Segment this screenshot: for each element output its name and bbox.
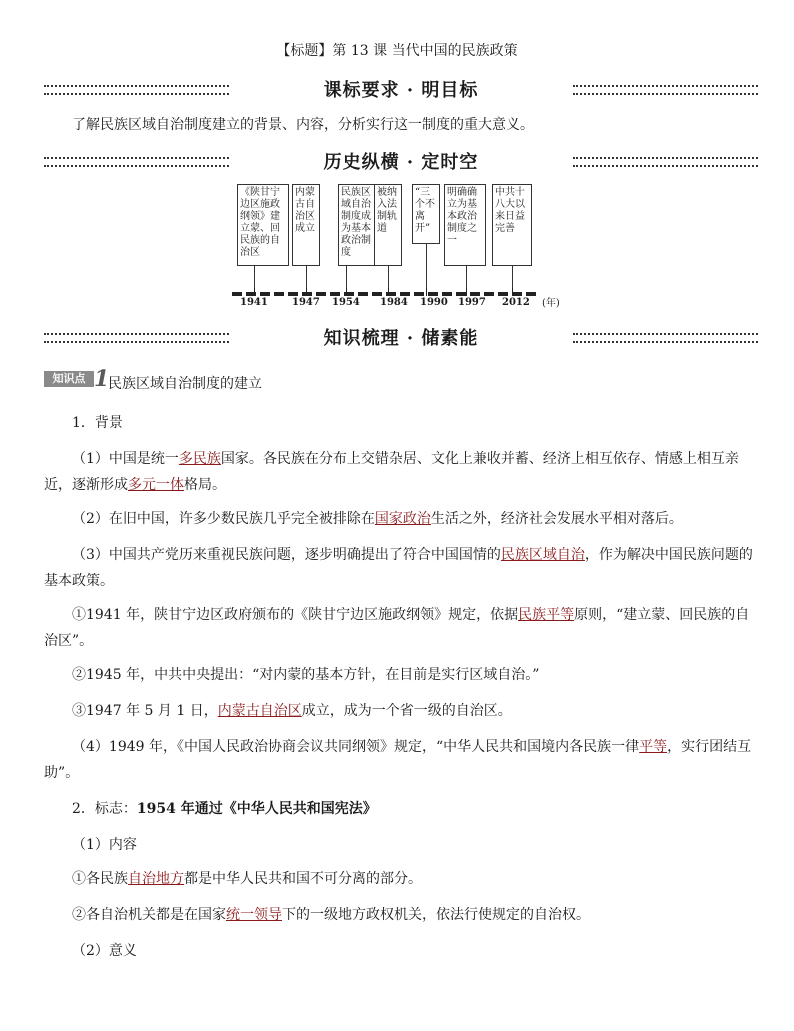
paragraph-1945 xyxy=(44,662,758,688)
text-span: ①1941 年，陕甘宁边区政府颁布的《陕甘宁边区施政纲领》规定，依据 xyxy=(72,607,519,623)
answer-underline: 多元一体 xyxy=(128,477,184,493)
timeline-box-1984: 被纳入法制轨道 xyxy=(374,184,402,266)
timeline-box-1947: 内蒙古自治区成立 xyxy=(292,184,320,266)
answer-underline: 多民族 xyxy=(178,451,221,467)
timeline-box-1997: 明确确立为基本政治制度之一 xyxy=(444,184,486,266)
answer-underline: 平等 xyxy=(639,739,668,755)
paragraph-background-2 xyxy=(44,506,758,532)
timeline-tick xyxy=(254,288,255,296)
text-span: ，实行团结互助”。 xyxy=(44,739,752,781)
text-span: 国家。各民族在分布上交错杂居、文化上兼收并蓄、经济上相互依存、情感上相互亲近，逐渐形成 xyxy=(44,451,739,493)
banner-title: 历史纵横 · 定时空 xyxy=(323,152,479,173)
text-span: （2）在旧中国，许多少数民族几乎完全被排除在 xyxy=(72,511,375,527)
banner-objectives xyxy=(44,76,758,106)
section-2-bold: 1954 年通过《中华人民共和国宪法》 xyxy=(136,801,377,817)
paragraph-content-1 xyxy=(44,866,758,892)
text-span: 原则，“建立蒙、回民族的自治区”。 xyxy=(44,607,750,649)
text-span: （3）中国共产党历来重视民族问题，逐步明确提出了符合中国国情的 xyxy=(72,547,501,563)
timeline-connector xyxy=(426,244,427,292)
timeline-unit: (年) xyxy=(542,298,560,309)
timeline-diagram xyxy=(232,180,562,310)
text-span: 成立，成为一个省一级的自治区。 xyxy=(301,703,512,719)
answer-underline: 国家政治 xyxy=(374,511,431,527)
text-span: （1）中国是统一 xyxy=(72,451,179,467)
banner-timeline xyxy=(44,148,758,178)
timeline-year: 1954 xyxy=(332,297,360,308)
text-span: ③1947 年 5 月 1 日， xyxy=(72,703,218,719)
timeline-tick xyxy=(306,288,307,296)
answer-underline: 民族区域自治 xyxy=(500,547,585,563)
knowledge-point-badge xyxy=(44,368,110,390)
text-span: ①各民族 xyxy=(72,871,128,887)
text-span: 下的一级地方政权机关，依法行使规定的自治权。 xyxy=(282,907,590,923)
banner-title: 知识梳理 · 储素能 xyxy=(323,328,479,349)
paragraph-background-1 xyxy=(44,446,758,498)
banner-divider-left xyxy=(44,333,229,343)
banner-divider-left xyxy=(44,85,229,95)
text-span: 都是中华人民共和国不可分离的部分。 xyxy=(184,871,422,887)
banner-divider-right xyxy=(573,85,758,95)
text-span: ②各自治机关都是在国家 xyxy=(72,907,226,923)
text-span: ，作为解决中国民族问题的基本政策。 xyxy=(44,547,753,589)
banner-divider-right xyxy=(573,333,758,343)
timeline-year: 1947 xyxy=(292,297,320,308)
text-span: 生活之外，经济社会发展水平相对落后。 xyxy=(430,511,683,527)
timeline-box-1990: “三个不离开” xyxy=(412,184,440,244)
timeline-tick xyxy=(512,288,513,296)
answer-underline: 自治地方 xyxy=(128,871,184,887)
text-span: 格局。 xyxy=(184,477,226,493)
section-2-heading xyxy=(72,796,752,822)
timeline-year: 1984 xyxy=(380,297,408,308)
text-span: 2．标志： xyxy=(72,801,137,817)
timeline-year: 2012 xyxy=(502,297,530,308)
timeline-box-1954: 民族区域自治制度成为基本政治制度 xyxy=(338,184,378,266)
document-title: 【标题】第 13 课 当代中国的民族政策 xyxy=(276,43,518,59)
timeline-tick xyxy=(466,288,467,296)
timeline-tick xyxy=(426,288,427,296)
answer-underline: 统一领导 xyxy=(226,907,282,923)
subheading-content: （1）内容 xyxy=(72,837,137,853)
paragraph-1941 xyxy=(44,602,758,654)
knowledge-point-title: 民族区域自治制度的建立 xyxy=(108,376,262,392)
knowledge-point-number: 1 xyxy=(94,366,110,392)
timeline-tick xyxy=(388,288,389,296)
knowledge-point-tag: 知识点 xyxy=(44,371,94,387)
timeline-year: 1990 xyxy=(420,297,448,308)
timeline-box-2012: 中共十八大以来日益完善 xyxy=(492,184,532,266)
answer-underline: 内蒙古自治区 xyxy=(217,703,302,719)
answer-underline: 民族平等 xyxy=(518,607,575,623)
timeline-axis xyxy=(232,292,537,296)
timeline-tick xyxy=(346,288,347,296)
section-1-heading: 1．背景 xyxy=(72,415,123,431)
banner-divider-right xyxy=(573,157,758,167)
paragraph-1949 xyxy=(44,734,758,786)
timeline-year: 1941 xyxy=(240,297,268,308)
subheading-significance: （2）意义 xyxy=(72,943,137,959)
text-span: ②1945 年，中共中央提出：“对内蒙的基本方针，在目前是实行区域自治。” xyxy=(72,667,540,683)
banner-knowledge xyxy=(44,324,758,354)
requirement-text: 了解民族区域自治制度建立的背景、内容，分析实行这一制度的重大意义。 xyxy=(72,117,534,133)
banner-title: 课标要求 · 明目标 xyxy=(323,80,479,101)
paragraph-1947 xyxy=(44,698,758,724)
timeline-box-1941: 《陕甘宁边区施政纲领》建立蒙、回民族的自治区 xyxy=(237,184,289,266)
paragraph-background-3 xyxy=(44,542,758,594)
banner-divider-left xyxy=(44,157,229,167)
paragraph-content-2 xyxy=(44,902,758,928)
text-span: （4）1949 年，《中国人民政治协商会议共同纲领》规定，“中华人民共和国境内各民族一律 xyxy=(72,739,640,755)
timeline-year: 1997 xyxy=(458,297,486,308)
